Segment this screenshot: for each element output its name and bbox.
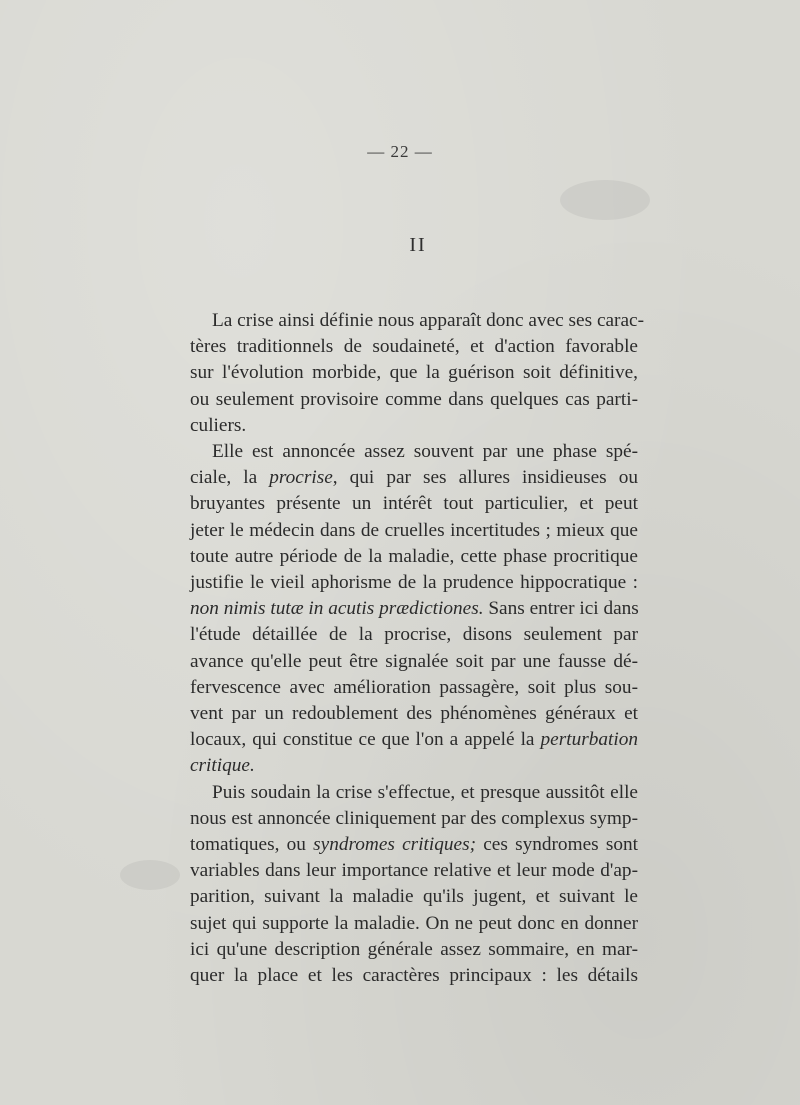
text-line: nous est annoncée cliniquement par des complexus symp- [190,807,638,829]
text-line: vent par un redoublement des phénomènes généraux et [190,703,638,725]
italic-quote: non nimis tutæ in acutis prædictiones. [190,598,484,620]
text-line: sujet qui supporte la maladie. On ne peut donc en donner [190,912,638,934]
text-line: culiers. [190,414,247,436]
text-run: , qui par ses allures insidieuses ou [332,467,638,489]
text-line: bruyantes présente un intérêt tout particulier, et peut [190,493,638,515]
paper-stain [120,860,180,890]
text-line: jeter le médecin dans de cruelles incertitudes ; mieux que [190,519,638,541]
text-line: variables dans leur importance relative et leur mode d'ap- [190,860,638,882]
text-line: quer la place et les caractères principaux : les détails [190,965,638,987]
paragraph-1 [190,308,645,439]
text-line: Elle est annoncée assez souvent par une phase spé- [212,441,638,463]
text-line: toute autre période de la maladie, cette phase procritique [190,545,638,567]
paragraph-2 [190,439,638,780]
text-line: ou seulement provisoire comme dans quelques cas parti- [190,388,638,410]
italic-term: perturbation [540,729,638,751]
italic-term: procrise [269,467,333,489]
text-line [190,465,638,491]
section-heading: II [409,234,427,256]
text-run: tomatiques, ou [190,834,314,856]
text-line: tères traditionnels de soudaineté, et d'action favorable [190,336,638,358]
text-run: locaux, qui constitue ce que l'on a appelé la [190,729,541,751]
text-line [190,596,638,622]
text-line: l'étude détaillée de la procrise, disons seulement par [190,624,638,646]
italic-term: critique. [190,755,255,777]
text-line: ici qu'une description générale assez sommaire, en mar- [190,938,638,960]
text-run: ciale, la [190,467,270,489]
text-line: sur l'évolution morbide, que la guérison soit définitive, [190,362,638,384]
page-number: — 22 — [367,142,433,161]
text-line [190,753,638,779]
text-line: fervescence avec amélioration passagère, soit plus sou- [190,676,638,698]
text-run: Sans entrer ici dans [483,598,639,620]
text-run: ces syndromes sont [476,834,638,856]
text-line: La crise ainsi définie nous apparaît donc avec ses carac- [212,310,645,331]
text-line: Puis soudain la crise s'effectue, et presque aussitôt elle [212,781,638,803]
text-line [190,727,638,753]
text-line: avance qu'elle peut être signalée soit par une fausse dé- [190,650,638,672]
paper-stain [560,180,650,220]
text-line: justifie le vieil aphorisme de la prudence hippocratique : [190,572,638,594]
paragraph-3 [190,780,638,990]
italic-term: syndromes critiques; [313,834,477,856]
text-line [190,832,638,858]
body-text [190,308,645,989]
text-line: parition, suivant la maladie qu'ils jugent, et suivant le [190,886,638,908]
